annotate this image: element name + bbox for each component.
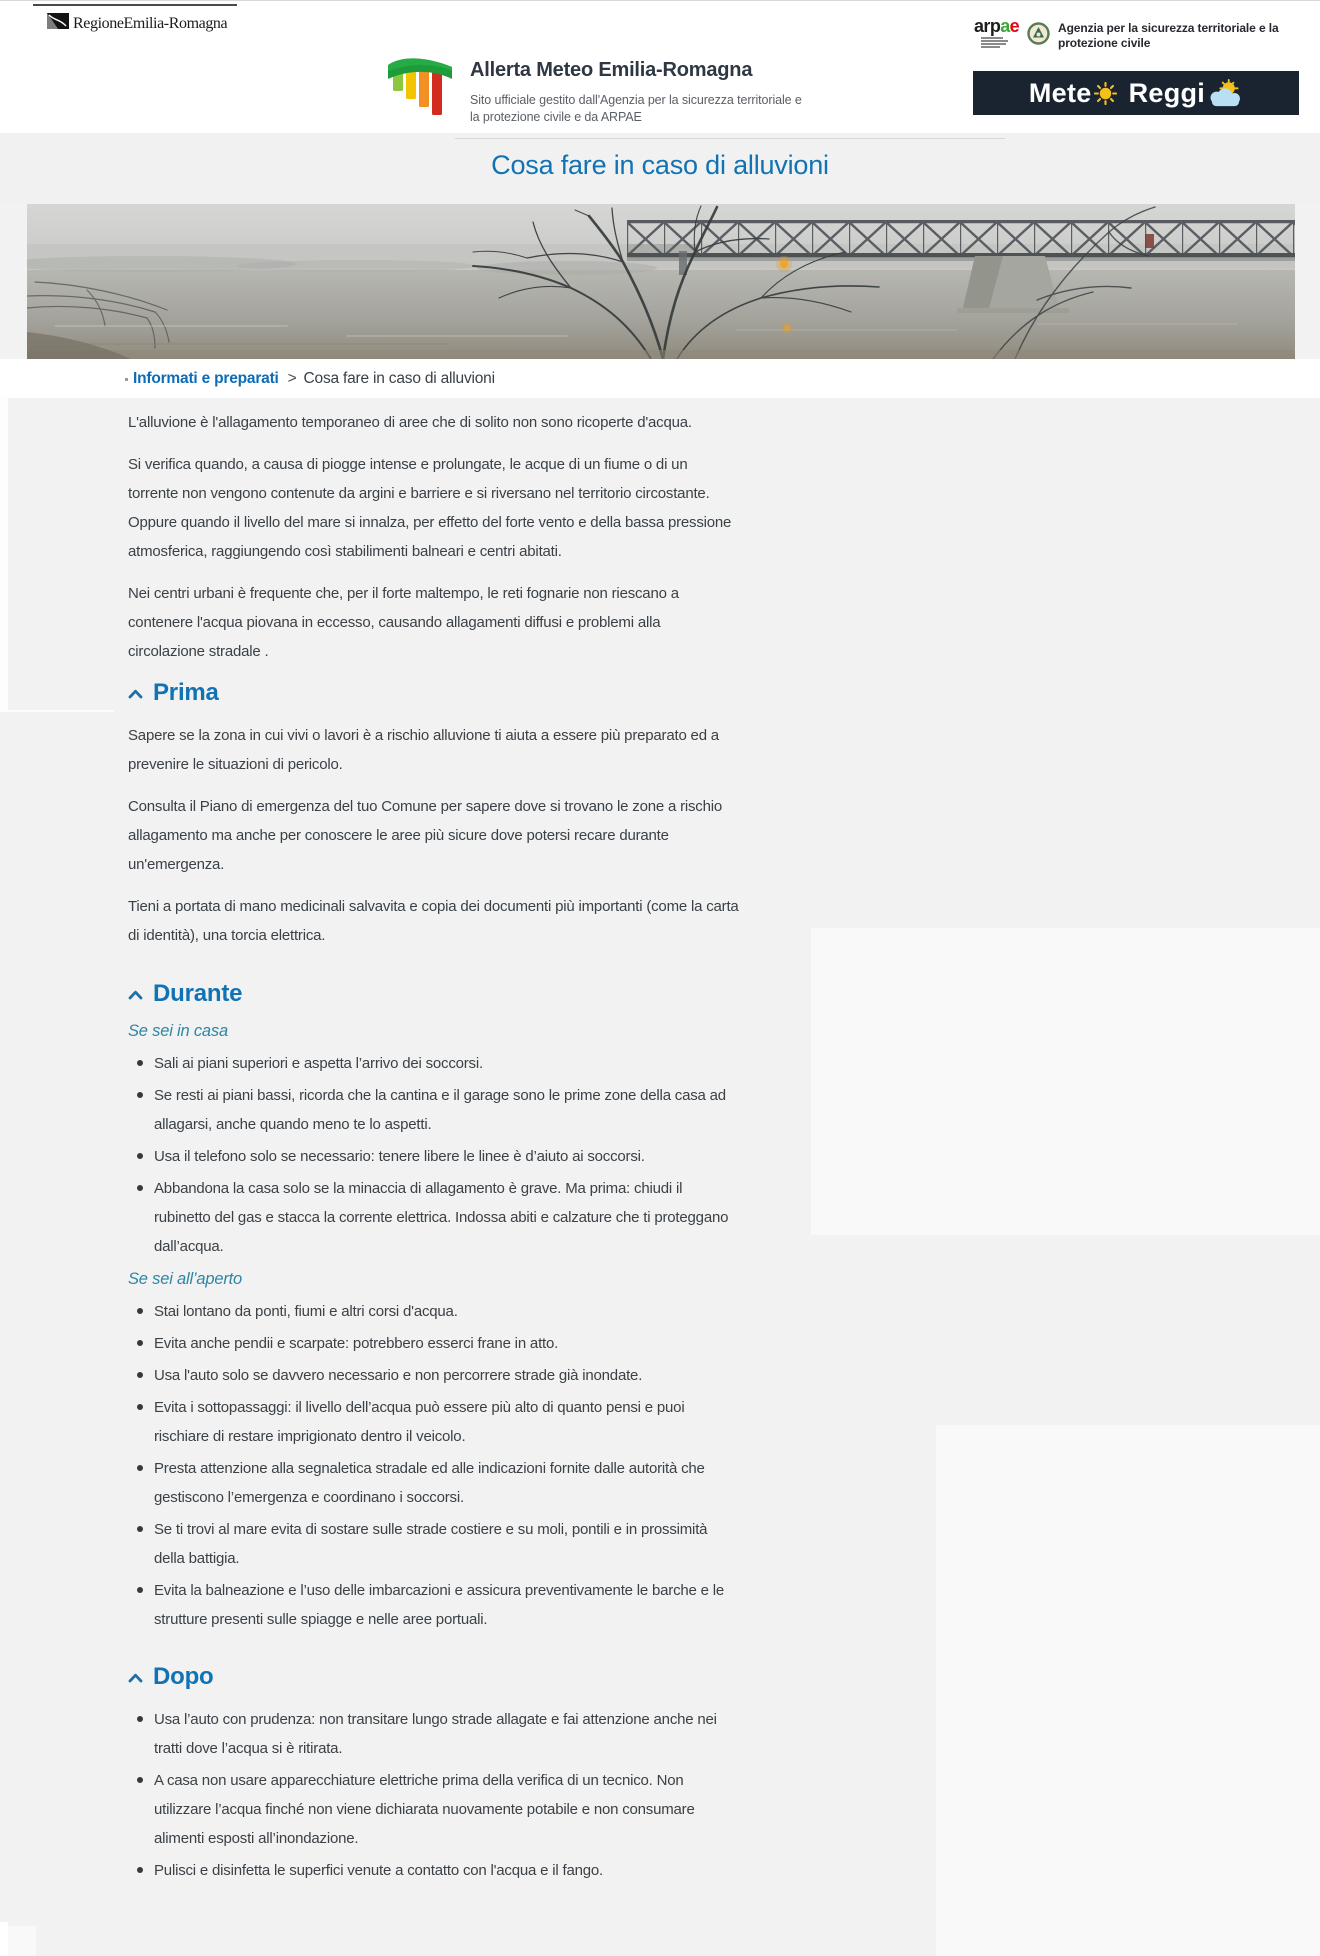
- hero-image: [27, 204, 1295, 359]
- breadcrumb-bullet: [125, 378, 128, 381]
- sun-icon: [1094, 82, 1117, 105]
- bullet-list-aperto: [128, 1297, 740, 1637]
- section-toggle-prima[interactable]: [128, 679, 740, 707]
- section-toggle-durante[interactable]: [128, 980, 740, 1008]
- arpae-logo-text: arpae: [974, 16, 1020, 36]
- list-item: Usa l’auto con prudenza: non transitare lungo strade allagate e fai attenzione anche nei tratti dove l’acqua si è ritirata.: [128, 1705, 740, 1766]
- arpae-logo[interactable]: [974, 17, 1024, 49]
- intro-paragraph: L'alluvione è l'allagamento temporaneo di aree che di solito non sono ricoperte d'acqua.: [128, 414, 692, 431]
- subsection-title-aperto: Se sei all’aperto: [128, 1270, 243, 1288]
- list-item: Se ti trovi al mare evita di sostare sulle strade costiere e su moli, pontili e in prossimità della battigia.: [128, 1515, 740, 1576]
- paragraph: Tieni a portata di mano medicinali salvavita e copia dei documenti più importanti (come la carta di identità), una torcia elettrica.: [128, 898, 739, 944]
- list-item: Pulisci e disinfetta le superfici venute a contatto con l'acqua e il fango.: [128, 1856, 740, 1888]
- list-item: Abbandona la casa solo se la minaccia di allagamento è grave. Ma prima: chiudi il rubinetto del gas e stacca la corrente elettrica. Indossa abiti e calzature che ti proteggano dall’acqua.: [128, 1174, 740, 1264]
- section-toggle-dopo[interactable]: [128, 1663, 740, 1691]
- empty-panel: [811, 928, 1320, 1235]
- site-title[interactable]: Allerta Meteo Emilia-Romagna: [470, 59, 753, 81]
- list-item: Usa l'auto solo se davvero necessario e non percorrere strade già inondate.: [128, 1361, 740, 1393]
- bullet-list-dopo: [128, 1705, 740, 1888]
- title-band: [0, 133, 1320, 204]
- section-title: Durante: [153, 980, 243, 1007]
- protezione-civile-emblem-icon: [1027, 22, 1050, 45]
- intro-paragraph: Si verifica quando, a causa di piogge intense e prolungate, le acque di un fiume o di un torrente non vengono contenute da argini e barriere e si riversano nel territorio circostante. Oppure quando il livello del mare si innalza, per effetto del forte vento e della bassa pressione atmosferica, raggiungendo così stabilimenti balneari e centri abitati.: [128, 456, 732, 560]
- list-item: Se resti ai piani bassi, ricorda che la cantina e il garage sono le prime zone della casa ad allagarsi, anche quando meno te lo aspetti.: [128, 1081, 740, 1142]
- site-subtitle-line2: la protezione civile e da ARPAE: [470, 110, 642, 124]
- list-item: Sali ai piani superiori e aspetta l’arrivo dei soccorsi.: [128, 1049, 740, 1081]
- intro-paragraph: Nei centri urbani è frequente che, per il forte maltempo, le reti fognarie non riescano a contenere l'acqua piovana in eccesso, causando allagamenti diffusi e problemi alla circolazione stradale .: [128, 585, 679, 660]
- list-item: Evita i sottopassaggi: il livello dell’acqua può essere più alto di quanto pensi e puoi rischiare di restare imprigionato dentro il veicolo.: [128, 1393, 740, 1454]
- arpae-logo-microtext: [981, 37, 1024, 48]
- section-durante: [128, 980, 740, 1637]
- banner-text-reggi: Reggi: [1128, 77, 1206, 108]
- section-prima: [128, 679, 740, 950]
- region-logo[interactable]: [47, 13, 227, 34]
- sun-cloud-icon: [1207, 79, 1243, 107]
- chevron-up-icon: [128, 687, 143, 699]
- list-item: Evita anche pendii e scarpate: potrebbero esserci frane in atto.: [128, 1329, 740, 1361]
- breadcrumb-current: Cosa fare in caso di alluvioni: [303, 369, 495, 387]
- agency-name: Agenzia per la sicurezza territoriale e la protezione civile: [1058, 21, 1279, 50]
- site-header: [0, 0, 1320, 133]
- breadcrumb-bar: [0, 359, 1320, 398]
- bullet-list-casa: [128, 1049, 740, 1264]
- rer-logo-rule: [33, 4, 237, 6]
- subsection-title-casa: Se sei in casa: [128, 1022, 228, 1040]
- chevron-up-icon: [128, 988, 143, 1000]
- meteo-reggio-banner[interactable]: [973, 71, 1299, 115]
- header-divider: [455, 138, 1005, 139]
- region-logo-icon: [47, 13, 69, 34]
- chevron-up-icon: [128, 1671, 143, 1683]
- allerta-meteo-logo-icon[interactable]: [387, 57, 453, 119]
- breadcrumb-separator: >: [287, 369, 297, 387]
- list-item: Usa il telefono solo se necessario: tenere libere le linee è d’aiuto ai soccorsi.: [128, 1142, 740, 1174]
- breadcrumb-link-parent[interactable]: Informati e preparati: [133, 369, 279, 387]
- breadcrumb: [125, 370, 495, 388]
- region-logo-label: RegioneEmilia-Romagna: [73, 14, 228, 32]
- section-title: Prima: [153, 679, 219, 706]
- banner-text-mete: Mete: [1028, 77, 1092, 108]
- section-title: Dopo: [153, 1663, 214, 1690]
- list-item: Evita la balneazione e l’uso delle imbarcazioni e assicura preventivamente le barche e le strutture presenti sulle spiagge e nelle aree portuali.: [128, 1576, 740, 1637]
- list-item: Presta attenzione alla segnaletica stradale ed alle indicazioni fornite dalle autorità che gestiscono l’emergenza e coordinano i soccorsi.: [128, 1454, 740, 1515]
- paragraph: Consulta il Piano di emergenza del tuo Comune per sapere dove si trovano le zone a rischio allagamento ma anche per conoscere le aree più sicure dove potersi recare durante un'emergenza.: [128, 798, 723, 873]
- empty-panel: [936, 1425, 1320, 1956]
- list-item: Stai lontano da ponti, fiumi e altri corsi d'acqua.: [128, 1297, 740, 1329]
- site-subtitle-line1: Sito ufficiale gestito dall'Agenzia per la sicurezza territoriale e: [470, 93, 802, 107]
- list-item: A casa non usare apparecchiature elettriche prima della verifica di un tecnico. Non utilizzare l’acqua finché non viene dichiarata nuovamente potabile e non consumare alimenti esposti all’inondazione.: [128, 1766, 740, 1856]
- paragraph: Sapere se la zona in cui vivi o lavori è a rischio alluvione ti aiuta a essere più preparato ed a prevenire le situazioni di pericolo.: [128, 727, 719, 773]
- section-dopo: [128, 1663, 740, 1888]
- article-content: [0, 398, 740, 1956]
- page-title: Cosa fare in caso di alluvioni: [491, 150, 829, 180]
